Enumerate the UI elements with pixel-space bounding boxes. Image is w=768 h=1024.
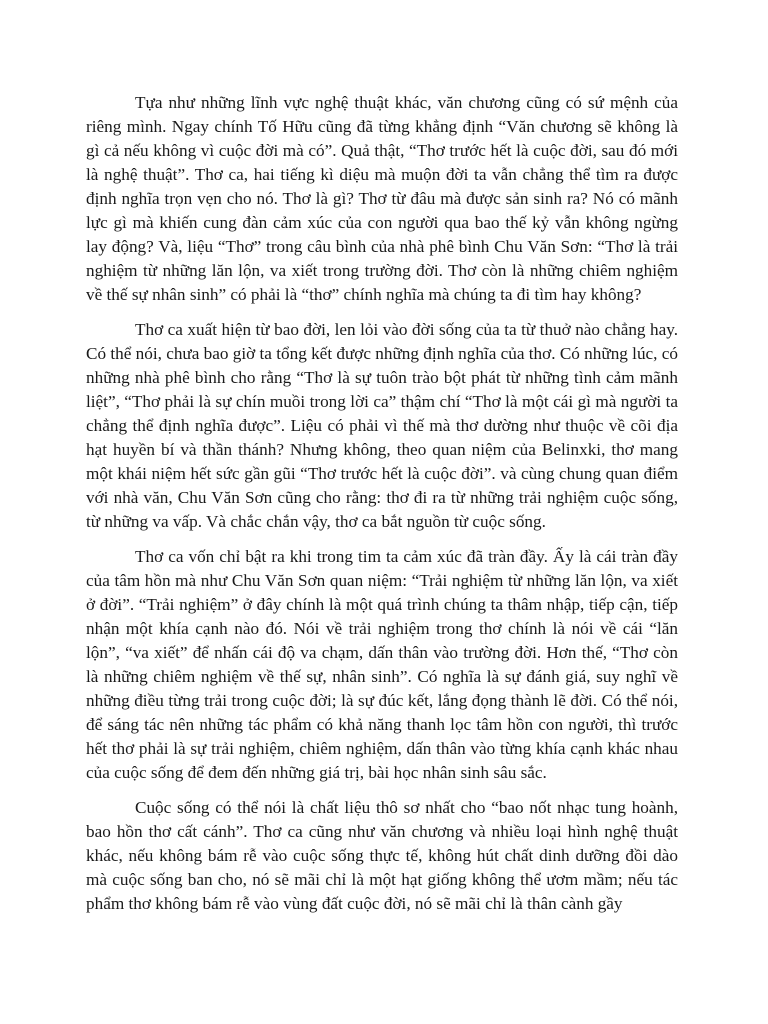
paragraph-1: Tựa như những lĩnh vực nghệ thuật khác, văn chương cũng có sứ mệnh của riêng mình. Ngay chính Tố Hữu cũng đã từng khẳng định “Văn chương sẽ không là gì cả nếu không vì cuộc đời mà có”. Quả thật, “Thơ trước hết là cuộc đời, sau đó mới là nghệ thuật”. Thơ ca, hai tiếng kì diệu mà muộn đời ta vẫn chẳng thể tìm ra được định nghĩa trọn vẹn cho nó. Thơ là gì? Thơ từ đâu mà được sản sinh ra? Nó có mãnh lực gì mà khiến cung đàn cảm xúc của con người qua bao thế kỷ vẫn không ngừng lay động? Và, liệu “Thơ” trong câu bình của nhà phê bình Chu Văn Sơn: “Thơ là trải nghiệm từ những lăn lộn, va xiết trong trường đời. Thơ còn là những chiêm nghiệm về thế sự nhân sinh” có phải là “thơ” chính nghĩa mà chúng ta đi tìm hay không? [86,93,678,304]
document-page [86,91,678,927]
paragraph-4: Cuộc sống có thể nói là chất liệu thô sơ nhất cho “bao nốt nhạc tung hoành, bao hồn thơ cất cánh”. Thơ ca cũng như văn chương và nhiều loại hình nghệ thuật khác, nếu không bám rễ vào cuộc sống thực tế, không hút chất dinh dưỡng đồi dào mà cuộc sống ban cho, nó sẽ mãi chỉ là một hạt giống không thể ươm mầm; nếu tác phẩm thơ không bám rễ vào vùng đất cuộc đời, nó sẽ mãi chỉ là thân cành gầy [86,798,678,913]
paragraph-3: Thơ ca vốn chỉ bật ra khi trong tim ta cảm xúc đã tràn đầy. Ấy là cái tràn đầy của tâm hồn mà như Chu Văn Sơn quan niệm: “Trải nghiệm từ những lăn lộn, va xiết ở đời”. “Trải nghiệm” ở đây chính là một quá trình chúng ta thâm nhập, tiếp cận, tiếp nhận một khía cạnh nào đó. Nói về trải nghiệm trong thơ chính là nói về cái “lăn lộn”, “va xiết” để nhấn cái độ va chạm, dấn thân vào trường đời. Hơn thế, “Thơ còn là những chiêm nghiệm về thế sự, nhân sinh”. Có nghĩa là sự đánh giá, suy nghĩ về những điều từng trải trong cuộc đời; là sự đúc kết, lắng đọng thành lẽ đời. Có thể nói, để sáng tác nên những tác phẩm có khả năng thanh lọc tâm hồn con người, thì trước hết thơ phải là sự trải nghiệm, chiêm nghiệm, dấn thân vào từng khía cạnh khác nhau của cuộc sống để đem đến những giá trị, bài học nhân sinh sâu sắc. [86,547,678,782]
paragraph-2: Thơ ca xuất hiện từ bao đời, len lỏi vào đời sống của ta từ thuở nào chẳng hay. Có thể nói, chưa bao giờ ta tổng kết được những định nghĩa của thơ. Có những lúc, có những nhà phê bình cho rằng “Thơ là sự tuôn trào bột phát từ những tình cảm mãnh liệt”, “Thơ phải là sự chín muồi trong lời ca” thậm chí “Thơ là một cái gì mà người ta chẳng thể định nghĩa được”. Liệu có phải vì thế mà thơ dường như thuộc về cõi địa hạt huyền bí và thần thánh? Nhưng không, theo quan niệm của Belinxki, thơ mang một khái niệm hết sức gần gũi “Thơ trước hết là cuộc đời”. và cùng chung quan điểm với nhà văn, Chu Văn Sơn cũng cho rằng: thơ đi ra từ những trải nghiệm cuộc sống, từ những va vấp. Và chắc chắn vậy, thơ ca bắt nguồn từ cuộc sống. [86,320,678,531]
